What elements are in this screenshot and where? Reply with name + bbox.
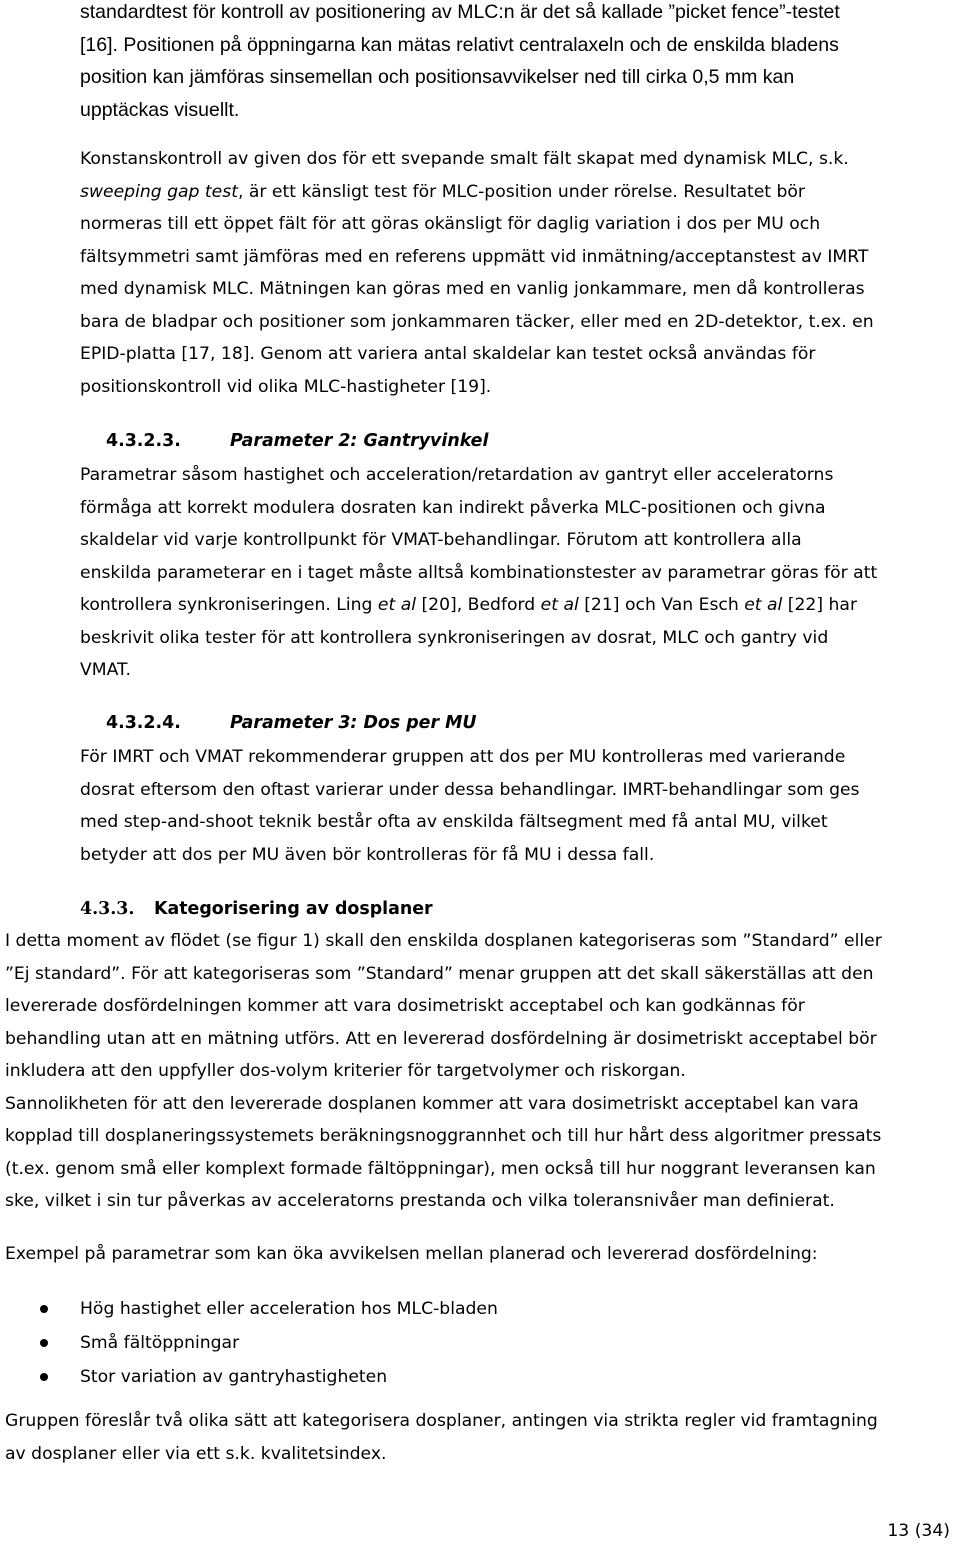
list-item: Små fältöppningar — [0, 1326, 960, 1360]
section-heading-gantryvinkel — [106, 425, 488, 457]
text-line: Parametrar såsom hastighet och acceleration/retardation av gantryt eller acceleratorns — [80, 465, 834, 485]
text-line: (t.ex. genom små eller komplext formade fältöppningar), men också till hur noggrant leveransen kan — [5, 1158, 876, 1179]
text-line: EPID-platta [17, 18]. Genom att variera antal skaldelar kan testet också användas för — [80, 344, 816, 364]
text-line: För IMRT och VMAT rekommenderar gruppen att dos per MU kontrolleras med varierande — [80, 747, 846, 767]
text-line: Konstanskontroll av given dos för ett svepande smalt fält skapat med dynamisk MLC, s.k. — [80, 149, 849, 169]
text-line: ske, vilket i sin tur påverkas av acceleratorns prestanda och vilka toleransnivåer man definierat. — [5, 1191, 835, 1211]
text-line: normeras till ett öppet fält för att göras okänsligt för daglig variation i dos per MU och — [80, 214, 821, 234]
paragraph-sweeping-gap — [80, 143, 960, 403]
text-line: I detta moment av flödet (se figur 1) skall den enskilda dosplanen kategoriseras som ”Standard” eller — [5, 931, 882, 951]
section-heading-kategorisering — [80, 893, 433, 925]
text-line: Sannolikheten för att den levererade dosplanen kommer att vara dosimetriskt acceptabel kan vara — [5, 1093, 859, 1114]
text-line: Gruppen föreslår två olika sätt att kategorisera dosplaner, antingen via strikta regler vid framtagning — [5, 1411, 878, 1431]
page-number: 13 (34) — [887, 1521, 950, 1541]
text-line: standardtest för kontroll av positionering av MLC:n är det så kallade ”picket fence”-testet — [80, 1, 840, 23]
text-line: Exempel på parametrar som kan öka avvikelsen mellan planerad och levererad dosfördelning: — [5, 1244, 818, 1264]
text-line: kontrollera synkroniseringen. Ling et al [20], Bedford et al [21] och Van Esch et al [22] har — [80, 595, 858, 615]
text-line: med dynamisk MLC. Mätningen kan göras med en vanlig jonkammare, men då kontrolleras — [80, 279, 865, 299]
text-line: levererade dosfördelningen kommer att vara dosimetriskt acceptabel och kan godkännas för — [5, 996, 805, 1016]
text-line: bara de bladpar och positioner som jonkammaren täcker, eller med en 2D-detektor, t.ex. en — [80, 311, 874, 332]
text-line: VMAT. — [80, 660, 131, 680]
heading-title: Parameter 3: Dos per MU — [230, 713, 477, 733]
text-line: förmåga att korrekt modulera dosraten kan indirekt påverka MLC-positionen och givna — [80, 497, 826, 518]
text-line: behandling utan att en mätning utförs. Att en levererad dosfördelning är dosimetriskt acceptabel bör — [5, 1028, 877, 1049]
bullet-icon — [40, 1339, 48, 1347]
text-line: skaldelar vid varje kontrollpunkt för VMAT-behandlingar. Förutom att kontrollera alla — [80, 530, 802, 550]
heading-number: 4.3.2.4. — [106, 713, 181, 733]
heading-title: Kategorisering av dosplaner — [154, 899, 433, 919]
list-item: Hög hastighet eller acceleration hos MLC-bladen — [0, 1292, 960, 1326]
heading-title: Parameter 2: Gantryvinkel — [230, 431, 489, 451]
text-line: sweeping gap test, är ett känsligt test för MLC-position under rörelse. Resultatet bör — [80, 181, 806, 202]
paragraph-picket-fence — [80, 0, 960, 126]
text-line: betyder att dos per MU även bör kontrolleras för få MU i dessa fall. — [80, 844, 655, 865]
text-line: inkludera att den uppfyller dos-volym kriterier för targetvolymer och riskorgan. — [5, 1061, 686, 1081]
text-line: dosrat eftersom den oftast varierar under dessa behandlingar. IMRT-behandlingar som ges — [80, 779, 860, 800]
bullet-list — [0, 1292, 960, 1394]
text-line: av dosplaner eller via ett s.k. kvalitetsindex. — [5, 1443, 387, 1464]
list-item: Stor variation av gantryhastigheten — [0, 1360, 960, 1394]
text-line: [16]. Positionen på öppningarna kan mätas relativt centralaxeln och de enskilda bladens — [80, 33, 839, 56]
text-line: position kan jämföras sinsemellan och positionsavvikelser ned till cirka 0,5 mm kan — [80, 66, 795, 88]
text-line: ”Ej standard”. För att kategoriseras som ”Standard” menar gruppen att det skall säkerställas att den — [5, 963, 874, 984]
heading-number: 4.3.3. — [80, 899, 135, 919]
paragraph-gruppen — [5, 1405, 955, 1470]
text-line: enskilda parameterar en i taget måste alltså kombinationstester av parametrar göras för att — [80, 562, 878, 583]
text-line: upptäckas visuellt. — [80, 98, 240, 121]
bullet-icon — [40, 1373, 48, 1381]
text-line: beskrivit olika tester för att kontrollera synkroniseringen av dosrat, MLC och gantry vid — [80, 627, 829, 648]
text-line: kopplad till dosplaneringssystemets beräkningsnoggrannhet och till hur hårt dess algoritmer pressats — [5, 1126, 882, 1146]
heading-number: 4.3.2.3. — [106, 431, 181, 451]
text-line: med step-and-shoot teknik består ofta av enskilda fältsegment med få antal MU, vilket — [80, 812, 828, 832]
et-al: et al — [744, 595, 783, 615]
text-line: positionskontroll vid olika MLC-hastigheter [19]. — [80, 376, 492, 397]
et-al: et al — [377, 595, 417, 615]
text-line: fältsymmetri samt jämföras med en referens uppmätt vid inmätning/acceptanstest av IMRT — [80, 246, 869, 267]
paragraph-dos-per-mu — [80, 741, 960, 871]
et-al: et al — [540, 595, 579, 615]
italic-term: sweeping gap test — [80, 181, 238, 202]
paragraph-kategorisering — [5, 925, 955, 1218]
paragraph-gantry — [80, 459, 960, 687]
bullet-icon — [40, 1305, 48, 1313]
paragraph-exempel — [5, 1238, 955, 1271]
section-heading-dos-per-mu — [106, 707, 477, 739]
